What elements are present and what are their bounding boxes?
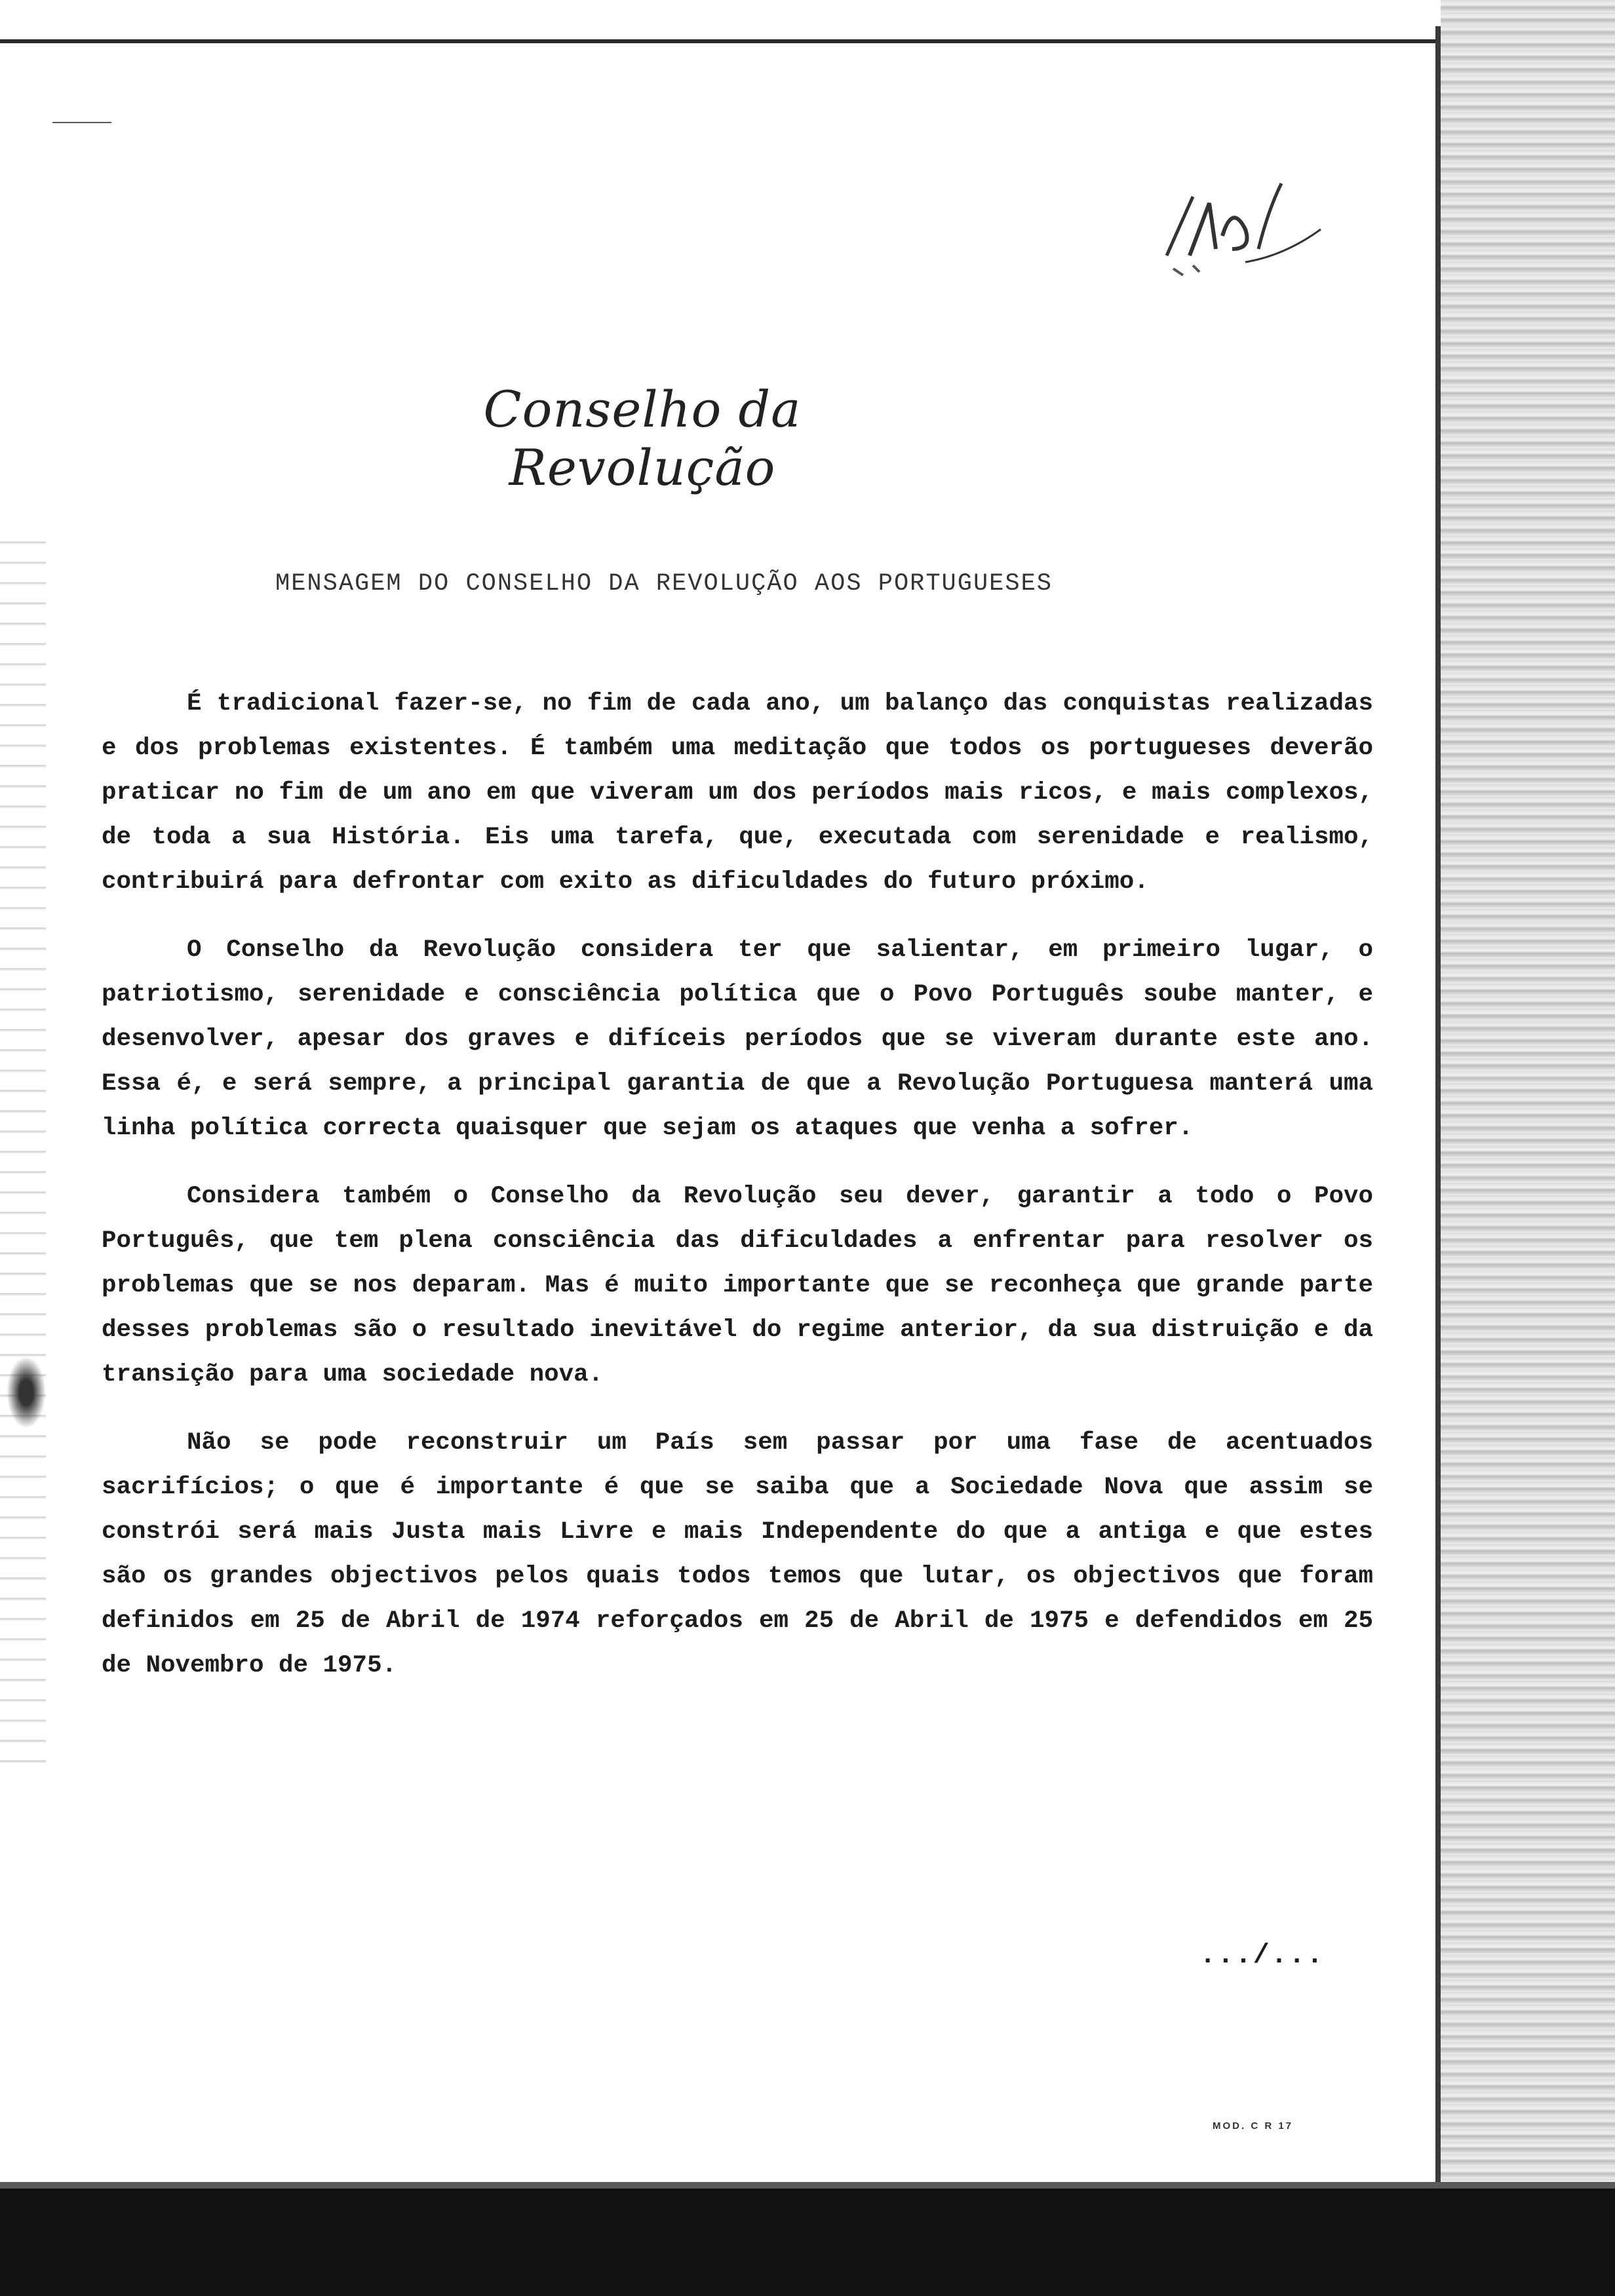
continuation-mark: .../...: [1199, 1940, 1325, 1971]
paragraph: É tradicional fazer-se, no fim de cada ano, um balanço das conquistas realizadas e dos problemas existentes. É também uma meditação que todos os portugueses deverão praticar no fim de um ano em que viveram um dos períodos mais ricos, e mais complexos, de toda a sua História. Eis uma tarefa, que, executada com serenidade e realismo, contribuirá para defrontar com exito as dificuldades do futuro próximo.: [102, 690, 1373, 896]
paragraph: Não se pode reconstruir um País sem passar por uma fase de acentuados sacrifícios; o que é importante é que se saiba que a Sociedade Nova que assim se constrói será mais Justa mais Livre e mais Independente do que a antiga e que estes são os grandes objectivos pelos quais todos temos que lutar, os objectivos que foram definidos em 25 de Abril de 1974 reforçados em 25 de Abril de 1975 e defendidos em 25 de Novembro de 1975.: [102, 1429, 1373, 1679]
scan-ink-blot: [7, 1356, 46, 1428]
paragraph: O Conselho da Revolução considera ter que salientar, em primeiro lugar, o patriotismo, serenidade e consciência política que o Povo Português soube manter, e desenvolver, apesar dos graves e difíceis períodos que se viveram durante este ano. Essa é, e será sempre, a principal garantia de que a Revolução Portuguesa manterá uma linha política correcta quaisquer que sejam os ataques que venha a sofrer.: [102, 936, 1373, 1142]
paragraph: Considera também o Conselho da Revolução seu dever, garantir a todo o Povo Português, que tem plena consciência das dificuldades a enfrentar para resolver os problemas que se nos deparam. Mas é muito importante que se reconheça que grande parte desses problemas são o resultado inevitável do regime anterior, da sua distruição e da transição para uma sociedade nova.: [102, 1183, 1373, 1388]
scan-mark: [52, 122, 111, 123]
scan-right-edge-strip: [1441, 0, 1615, 2296]
handwritten-page-number: [1154, 157, 1324, 288]
letterhead: Conselho da Revolução: [483, 380, 802, 497]
scan-top-border: [0, 39, 1449, 43]
form-code: MOD. C R 17: [1213, 2120, 1294, 2132]
document-title: MENSAGEM DO CONSELHO DA REVOLUÇÃO AOS PORTUGUESES: [275, 570, 1053, 598]
scan-bottom-border: [0, 2189, 1615, 2296]
document-body: [102, 681, 1373, 1712]
scan-left-speckle: [0, 524, 46, 1769]
scan-right-border: [1435, 26, 1441, 2189]
